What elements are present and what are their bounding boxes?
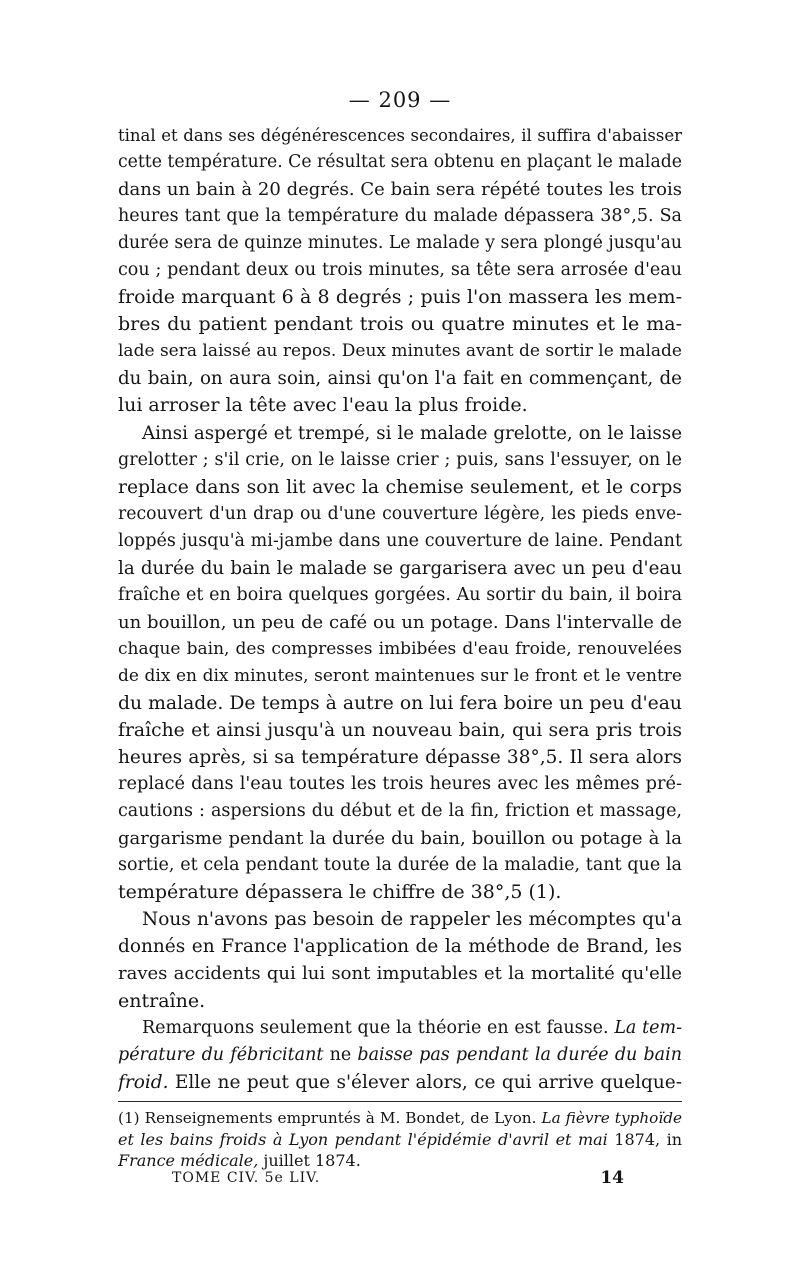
text-line: cette température. Ce résultat sera obtenu en plaçant le malade	[118, 152, 682, 173]
text-line: température dépassera le chiffre de 38°,5 (1).	[118, 881, 562, 904]
text-run: Remarquons seulement que la théorie en est fausse.	[142, 1017, 609, 1038]
text-line: cautions : aspersions du début et de la fin, friction et massage,	[118, 801, 682, 822]
text-line: durée sera de quinze minutes. Le malade y sera plongé jusqu'au	[118, 233, 682, 254]
text-line: la durée du bain le malade se gargarisera avec un peu d'eau	[118, 557, 682, 579]
text-run: Elle ne peut que s'élever alors, ce qui arrive quelque-	[174, 1071, 682, 1093]
footnote-line	[118, 1129, 682, 1150]
signature-number: 14	[600, 1168, 624, 1188]
signature-volume: TOME CIV. 5e LIV.	[172, 1170, 321, 1186]
body-text	[118, 122, 682, 1096]
text-line: lade sera laissé au repos. Deux minutes avant de sortir le malade	[118, 341, 682, 362]
text-line: dans un bain à 20 degrés. Ce bain sera répété toutes les trois	[118, 179, 682, 201]
text-line: du malade. De temps à autre on lui fera boire un peu d'eau	[118, 692, 682, 714]
text-line: Ainsi aspergé et trempé, si le malade grelotte, on le laisse	[142, 422, 682, 444]
text-line: entraîne.	[118, 989, 206, 1012]
italic-text: et les bains froids à Lyon pendant l'épidémie d'avril et mai	[118, 1130, 608, 1149]
page-number: — 209 —	[348, 88, 452, 112]
text-line	[118, 1069, 682, 1096]
text-line: bres du patient pendant trois ou quatre minutes et le ma-	[118, 313, 682, 336]
footnote-divider	[118, 1101, 682, 1102]
text-run: ne	[329, 1044, 352, 1065]
italic-text: froid.	[118, 1071, 169, 1093]
footnote-line	[118, 1150, 682, 1171]
text-line: replace dans son lit avec la chemise seulement, et le corps	[118, 476, 682, 498]
text-line: loppés jusqu'à mi-jambe dans une couverture de laine. Pendant	[118, 530, 682, 551]
text-line: heures tant que la température du malade dépassera 38°,5. Sa	[118, 206, 682, 227]
text-line: cou ; pendant deux ou trois minutes, sa tête sera arrosée d'eau	[118, 260, 682, 281]
italic-text: pérature du fébricitant	[118, 1044, 324, 1065]
text-line: lui arroser la tête avec l'eau la plus froide.	[118, 394, 528, 417]
text-line: grelotter ; s'il crie, on le laisse crier ; puis, sans l'essuyer, on le	[118, 449, 682, 470]
text-line: du bain, on aura soin, ainsi qu'on l'a fait en commençant, de	[118, 368, 682, 390]
text-line	[118, 1015, 682, 1042]
text-run: 1874, in	[614, 1130, 682, 1149]
footnote-line	[118, 1108, 682, 1129]
text-line: fraîche et en boira quelques gorgées. Au sortir du bain, il boira	[118, 584, 682, 605]
italic-text: La tem-	[614, 1017, 682, 1038]
text-line: donnés en France l'application de la méthode de Brand, les	[118, 936, 682, 958]
text-line: replacé dans l'eau toutes les trois heures avec les mêmes pré-	[118, 774, 682, 795]
text-run: (1) Renseignements empruntés à M. Bondet, de Lyon.	[118, 1109, 537, 1127]
italic-text: baisse pas pendant la durée du bain	[357, 1044, 682, 1065]
text-line: heures après, si sa température dépasse 38°,5. Il sera alors	[118, 747, 682, 769]
text-line: gargarisme pendant la durée du bain, bouillon ou potage à la	[118, 828, 682, 850]
text-line: de dix en dix minutes, seront maintenues sur le front et le ventre	[118, 665, 682, 686]
text-line: Nous n'avons pas besoin de rappeler les mécomptes qu'a	[142, 909, 682, 931]
text-line: tinal et dans ses dégénérescences secondaires, il suffira d'abaisser	[118, 126, 682, 145]
italic-text: La fièvre typhoïde	[541, 1109, 682, 1127]
text-line	[118, 1042, 682, 1069]
printer-signature	[172, 1170, 624, 1186]
text-line: raves accidents qui lui sont imputables et la mortalité qu'elle	[118, 963, 682, 985]
text-line: recouvert d'un drap ou d'une couverture légère, les pieds enve-	[118, 503, 682, 524]
italic-text: France médicale,	[118, 1151, 259, 1170]
text-line: un bouillon, un peu de café ou un potage. Dans l'intervalle de	[118, 611, 682, 633]
text-line: froide marquant 6 à 8 degrés ; puis l'on massera les mem-	[118, 286, 682, 309]
text-line: chaque bain, des compresses imbibées d'eau froide, renouvelées	[118, 638, 682, 659]
text-line: sortie, et cela pendant toute la durée de la maladie, tant que la	[118, 855, 682, 876]
text-run: juillet 1874.	[263, 1151, 361, 1170]
text-line: fraîche et ainsi jusqu'à un nouveau bain, qui sera pris trois	[118, 720, 682, 742]
footnote	[118, 1108, 682, 1171]
